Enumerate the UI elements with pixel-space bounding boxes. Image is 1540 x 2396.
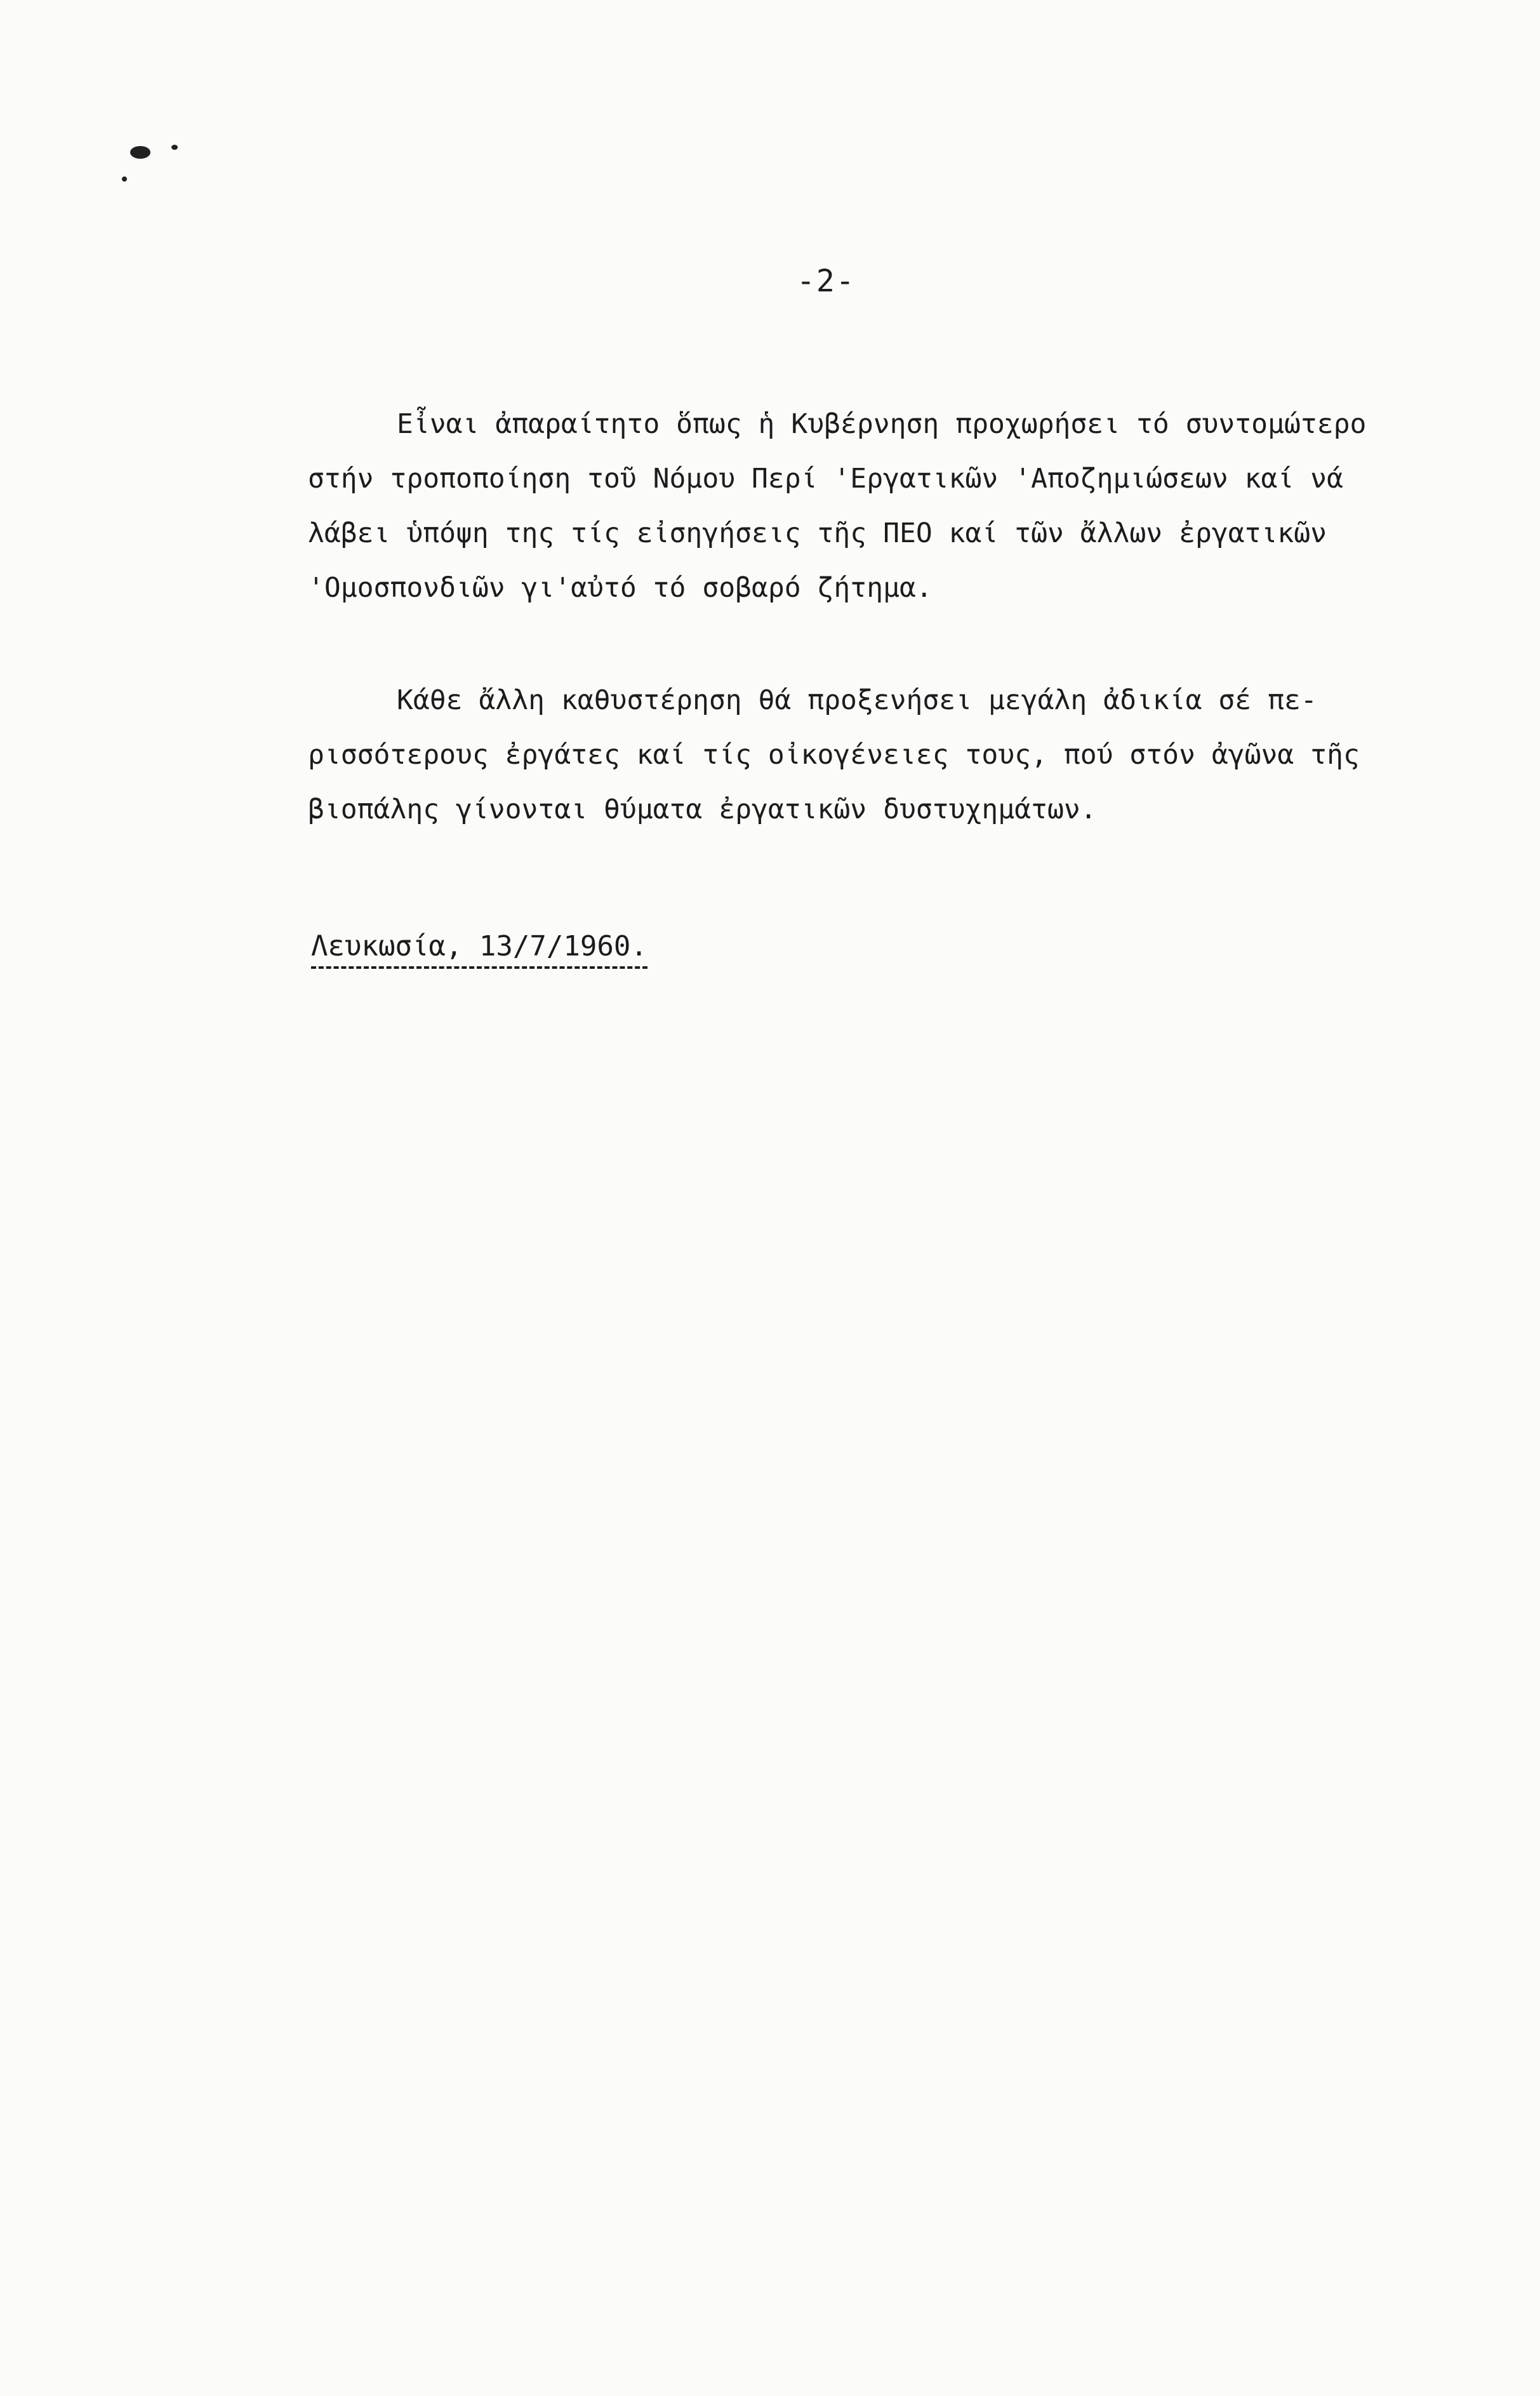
paragraph-line: Εἶναι ἀπαραίτητο ὅπως ἡ Κυβέρνηση προχωρήσει τό συντομώτερο bbox=[397, 408, 1367, 440]
paragraph-line: ρισσότερους ἐργάτες καί τίς οἰκογένειες τους, πού στόν ἀγῶνα τῆς bbox=[308, 739, 1360, 771]
scan-speck-mark bbox=[122, 176, 127, 182]
paragraph-line: λάβει ὑπόψη της τίς εἰσηγήσεις τῆς ΠΕΟ καί τῶν ἄλλων ἐργατικῶν bbox=[308, 517, 1327, 549]
paragraph-1 bbox=[308, 397, 1406, 615]
paragraph-line: βιοπάλης γίνονται θύματα ἐργατικῶν δυστυχημάτων. bbox=[308, 794, 1097, 825]
scan-speck-mark bbox=[130, 146, 150, 159]
paragraph-2 bbox=[308, 673, 1406, 837]
scan-speck-mark bbox=[171, 145, 178, 150]
paragraph-line: 'Ομοσπονδιῶν γι'αὐτό τό σοβαρό ζήτημα. bbox=[308, 572, 933, 604]
place-and-date: Λευκωσία, 13/7/1960. bbox=[311, 930, 647, 969]
paragraph-line: στήν τροποποίηση τοῦ Νόμου Περί 'Εργατικῶν 'Αποζημιώσεων καί νά bbox=[308, 463, 1343, 495]
paragraph-line: Κάθε ἄλλη καθυστέρηση θά προξενήσει μεγάλη ἀδικία σέ πε- bbox=[397, 684, 1317, 716]
page-number: -2- bbox=[797, 263, 856, 299]
